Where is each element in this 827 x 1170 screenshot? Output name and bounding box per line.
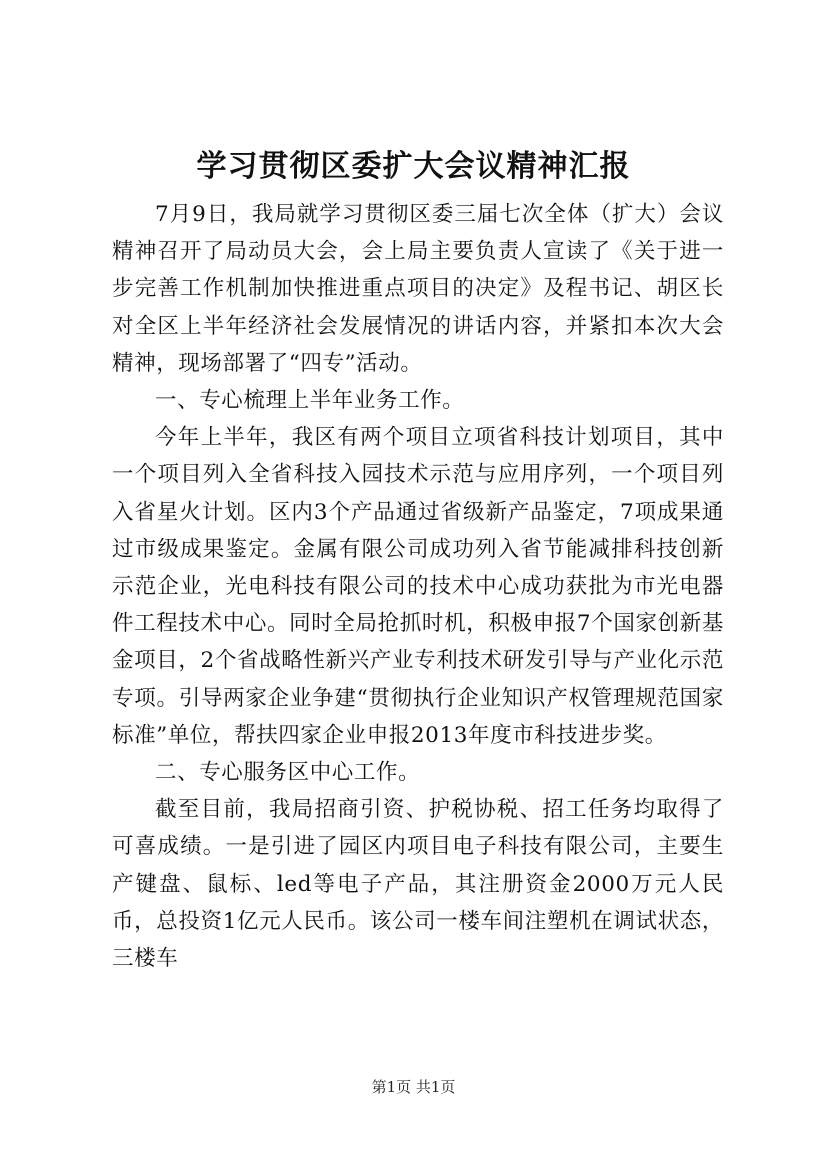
document-title: 学习贯彻区委扩大会议精神汇报 [196,149,631,184]
section-heading-2: 二、专心服务区中心工作。 [155,760,421,786]
paragraph-section-1: 今年上半年，我区有两个项目立项省科技计划项目，其中一个项目列入全省科技入园技术示范与应用序列，一个项目列入省星火计划。区内3个产品通过省级新产品鉴定，7项成果通过市级成果鉴定。金属有限公司成功列入省节能减排科技创新示范企业，光电科技有限公司的技术中心成功获批为市光电器件工程技术中心。同时全局抢抓时机，积极申报7个国家创新基金项目，2个省战略性新兴产业专利技术研发引导与产业化示范专项。引导两家企业争建“贯彻执行企业知识产权管理规范国家标准”单位，帮扶四家企业申报2013年度市科技进步奖。 [112,425,724,748]
paragraph-intro: 7月9日，我局就学习贯彻区委三届七次全体（扩大）会议精神召开了局动员大会，会上局主要负责人宣读了《关于进一步完善工作机制加快推进重点项目的决定》及程书记、胡区长对全区上半年经济社会发展情况的讲话内容，并紧扣本次大会精神，现场部署了“四专”活动。 [112,202,724,376]
paragraph-section-2: 截至目前，我局招商引资、护税协税、招工任务均取得了可喜成绩。一是引进了园区内项目电子科技有限公司，主要生产键盘、鼠标、led等电子产品，其注册资金2000万元人民币，总投资1亿元人民币。该公司一楼车间注塑机在调试状态，三楼车 [112,797,724,972]
section-heading-1: 一、专心梳理上半年业务工作。 [155,388,465,414]
page-footer: 第1页 共1页 [371,1078,456,1096]
document-body [112,196,724,977]
